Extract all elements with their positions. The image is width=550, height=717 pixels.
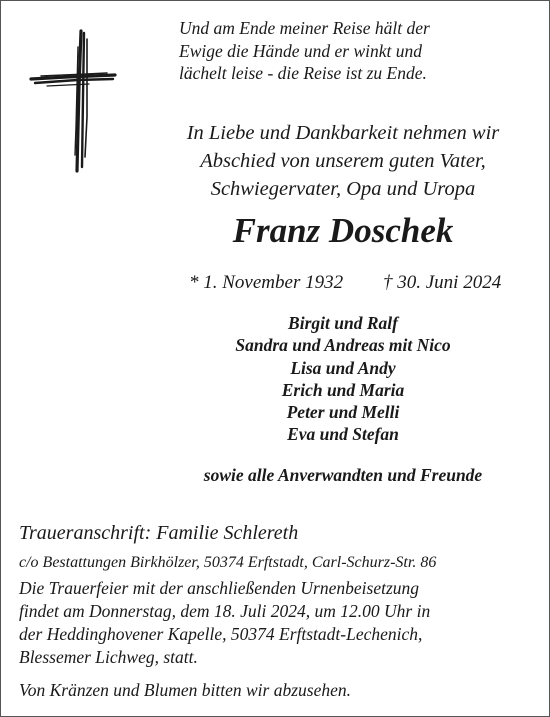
deceased-name: Franz Doschek [232, 211, 454, 250]
ceremony-line: Blessemer Lichweg, statt. [19, 647, 198, 667]
family-list [151, 312, 535, 446]
family-member: Sandra und Andreas mit Nico [235, 335, 451, 356]
birth-date: * 1. November 1932 [189, 272, 344, 293]
farewell-text [151, 119, 535, 203]
ceremony-line: Die Trauerfeier mit der anschließenden Urnenbeisetzung [19, 578, 420, 598]
farewell-line: In Liebe und Dankbarkeit nehmen wir [186, 122, 500, 144]
relatives-line: sowie alle Anverwandten und Freunde [203, 465, 483, 485]
quote-line: Ewige die Hände und er winkt und [179, 40, 423, 61]
death-date: † 30. Juni 2024 [383, 272, 502, 293]
flowers-note: Von Kränzen und Blumen bitten wir abzusehen. [19, 680, 351, 700]
family-member: Eva und Stefan [287, 424, 399, 445]
ceremony-info [19, 577, 539, 669]
quote-line: lächelt leise - die Reise ist zu Ende. [179, 63, 427, 83]
family-member: Lisa und Andy [290, 357, 396, 378]
family-member: Erich und Maria [281, 379, 405, 400]
address-title: Traueranschrift: Familie Schlereth [19, 522, 299, 544]
address-line: c/o Bestattungen Birkhölzer, 50374 Erftstadt, Carl-Schurz-Str. 86 [19, 554, 437, 571]
family-member: Peter und Melli [286, 402, 400, 423]
farewell-line: Abschied von unserem guten Vater, [200, 150, 486, 172]
farewell-line: Schwiegervater, Opa und Uropa [210, 178, 476, 200]
quote-line: Und am Ende meiner Reise hält der [179, 18, 430, 38]
ceremony-line: der Heddinghovener Kapelle, 50374 Erftstadt-Lechenich, [19, 624, 423, 644]
quote [179, 17, 519, 85]
cross-icon [27, 27, 117, 175]
life-dates [151, 271, 535, 295]
family-member: Birgit und Ralf [288, 313, 398, 333]
ceremony-line: findet am Donnerstag, dem 18. Juli 2024, um 12.00 Uhr in [19, 601, 431, 621]
